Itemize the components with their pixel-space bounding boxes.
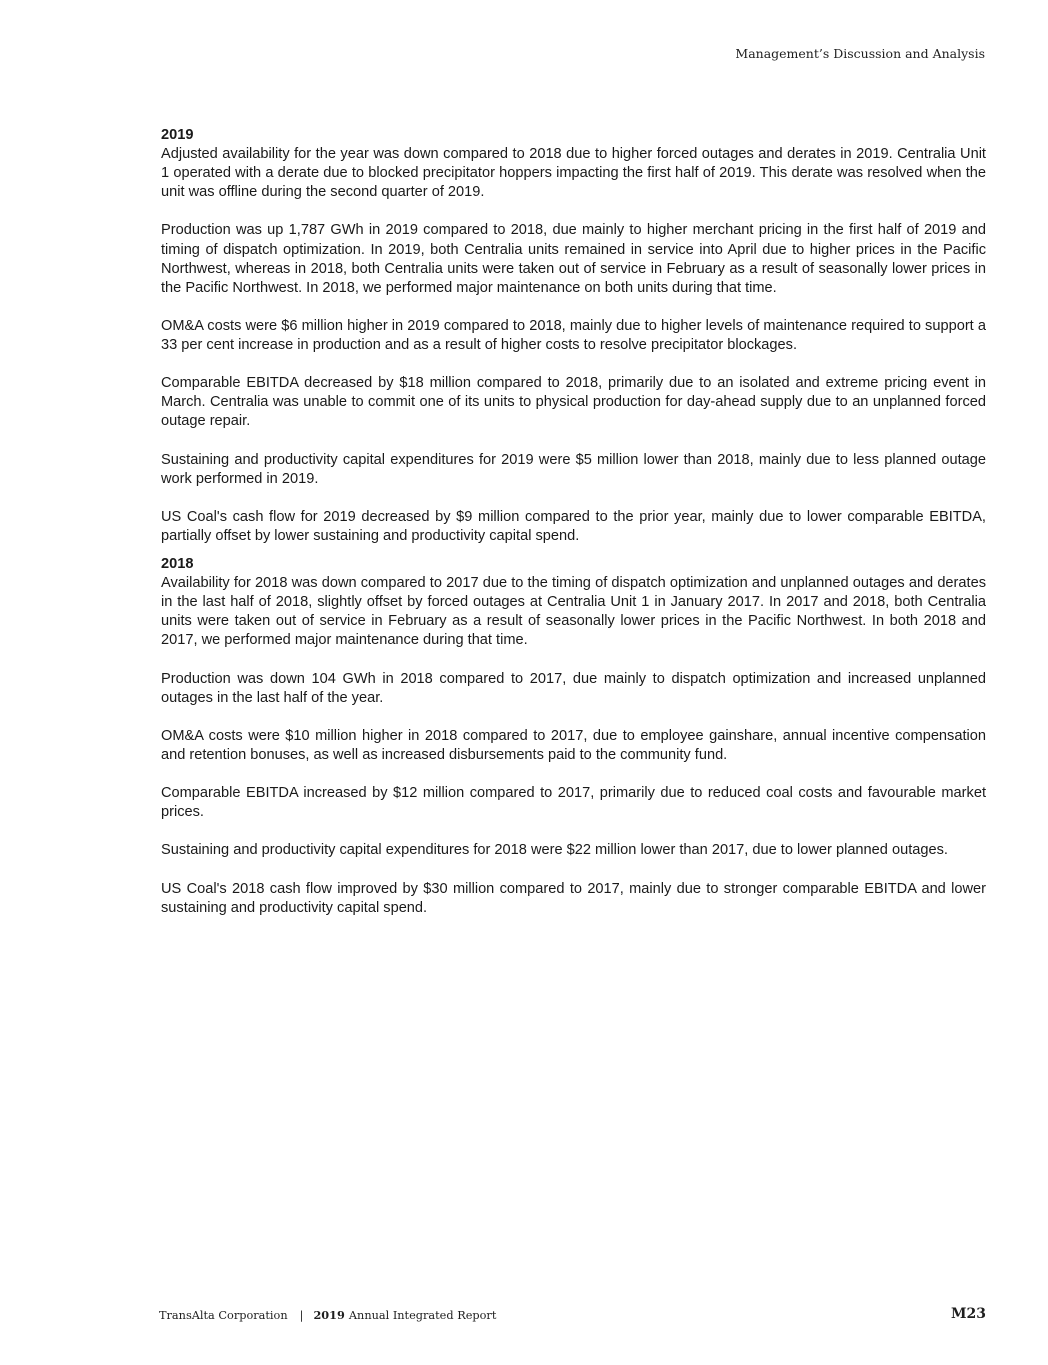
paragraph: Production was down 104 GWh in 2018 compared to 2017, due mainly to dispatch optimization and increased unplanned outages in the last half of the year. — [161, 670, 986, 706]
section-heading-2019: 2019 — [161, 127, 194, 143]
paragraph: Sustaining and productivity capital expenditures for 2018 were $22 million lower than 2017, due to lower planned outages. — [161, 842, 948, 859]
paragraph: Availability for 2018 was down compared to 2017 due to the timing of dispatch optimization and unplanned outages and derates in the last half of 2018, slightly offset by forced outages at Centralia Unit 1 in January 2017. In 2017 and 2018, both Centralia units were taken out of service in February as a result of seasonally lower prices in the Pacific Northwest. In both 2018 and 2017, we performed major maintenance during that time. — [161, 575, 986, 649]
paragraph: Comparable EBITDA decreased by $18 million compared to 2018, primarily due to an isolated and extreme pricing event in March. Centralia was unable to commit one of its units to physical production for day-ahead supply due to an unplanned forced outage repair. — [161, 375, 986, 430]
page-footer — [159, 1306, 986, 1326]
paragraph: OM&A costs were $6 million higher in 2019 compared to 2018, mainly due to higher levels of maintenance required to support a 33 per cent increase in production and as a result of higher costs to resolve precipitator blockages. — [161, 317, 986, 354]
paragraph: US Coal's 2018 cash flow improved by $30 million compared to 2017, mainly due to stronger comparable EBITDA and lower sustaining and productivity capital spend. — [161, 880, 986, 916]
footer-report-name: Annual Integrated Report — [348, 1309, 497, 1322]
footer-company: TransAlta Corporation — [159, 1309, 288, 1322]
footer-report-year: 2019 — [313, 1308, 345, 1322]
footer-separator: | — [299, 1309, 304, 1322]
running-header-title: Management’s Discussion and Analysis — [735, 46, 985, 61]
paragraph: Comparable EBITDA increased by $12 million compared to 2017, primarily due to reduced coal costs and favourable market prices. — [161, 785, 986, 821]
paragraph: Adjusted availability for the year was down compared to 2018 due to higher forced outages and derates in 2019. Centralia Unit 1 operated with a derate due to blocked precipitator hoppers impacting the first half of 2019. This derate was resolved when the unit was offline during the second quarter of 2019. — [161, 146, 986, 201]
footer-report-info — [159, 1308, 496, 1322]
paragraph: Sustaining and productivity capital expenditures for 2019 were $5 million lower than 2018, mainly due to less planned outage work performed in 2019. — [161, 451, 986, 487]
paragraph: Production was up 1,787 GWh in 2019 compared to 2018, due mainly to higher merchant pricing in the first half of 2019 and timing of dispatch optimization. In 2019, both Centralia units remained in service into April due to higher prices in the Pacific Northwest, whereas in 2018, both Centralia units were taken out of service in February as a result of seasonally lower prices in the Pacific Northwest. In 2018, we performed major maintenance on both units during that time. — [161, 222, 986, 296]
paragraph: US Coal's cash flow for 2019 decreased by $9 million compared to the prior year, mainly due to lower comparable EBITDA, partially offset by lower sustaining and productivity capital spend. — [161, 508, 986, 544]
document-body — [161, 126, 986, 918]
section-heading-2018: 2018 — [161, 556, 194, 573]
paragraph: OM&A costs were $10 million higher in 2018 compared to 2017, due to employee gainshare, annual incentive compensation and retention bonuses, as well as increased disbursements paid to the community fund. — [161, 727, 986, 763]
page-number: M23 — [951, 1306, 986, 1322]
